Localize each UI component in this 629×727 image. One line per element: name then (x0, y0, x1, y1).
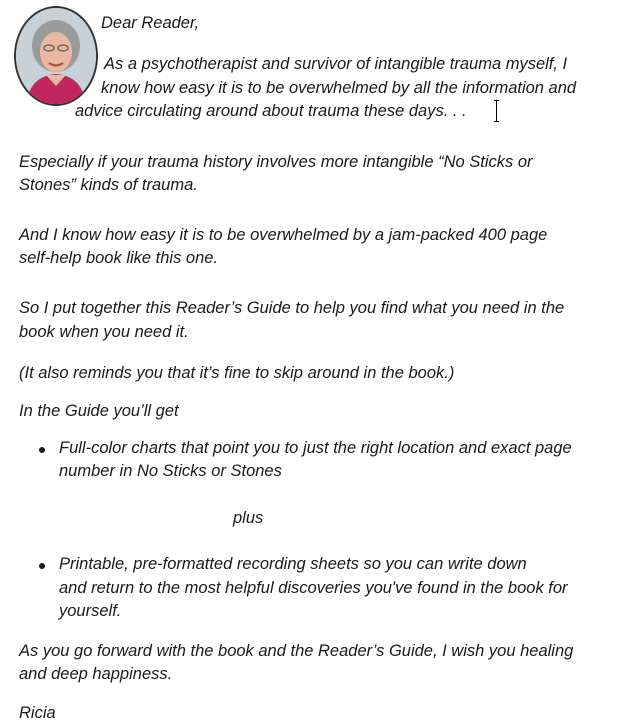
especially-line-2: Stones” kinds of trauma. (19, 176, 198, 194)
closing-line-2: and deep happiness. (19, 665, 173, 683)
portrait-illustration (16, 8, 96, 104)
author-portrait (14, 6, 98, 106)
bullet1-line-1: Full-color charts that point you to just the right location and exact page (59, 439, 572, 457)
intro-line-2: know how easy it is to be overwhelmed by all the information and (101, 79, 577, 97)
intro-line-3: advice circulating around about trauma these days. . . (75, 102, 467, 120)
skip-note: (It also reminds you that it’s fine to skip around in the book.) (19, 364, 455, 382)
bullet2-line-1: Printable, pre-formatted recording sheets so you can write down (59, 555, 527, 573)
especially-line-1: Especially if your trauma history involves more intangible “No Sticks or (19, 153, 533, 171)
guide-line-1: So I put together this Reader’s Guide to help you find what you need in the (19, 299, 565, 317)
intro-line-1: As a psychotherapist and survivor of intangible trauma myself, I (104, 55, 568, 73)
salutation: Dear Reader, (101, 14, 200, 32)
plus-separator: plus (233, 509, 264, 527)
bullet1-line-2: number in No Sticks or Stones (59, 462, 282, 480)
guide-line-2: book when you need it. (19, 323, 189, 341)
text-cursor (496, 100, 497, 122)
bullet-icon (39, 563, 45, 569)
signature: Ricia (19, 704, 56, 722)
guide-intro: In the Guide you’ll get (19, 402, 179, 420)
bullet2-line-2: and return to the most helpful discoveries you've found in the book for (59, 579, 568, 597)
closing-line-1: As you go forward with the book and the Reader’s Guide, I wish you healing (19, 642, 574, 660)
bullet2-line-3: yourself. (59, 602, 122, 620)
overwhelmed-line-2: self-help book like this one. (19, 249, 219, 267)
bullet-icon (39, 447, 45, 453)
overwhelmed-line-1: And I know how easy it is to be overwhelmed by a jam-packed 400 page (19, 226, 548, 244)
